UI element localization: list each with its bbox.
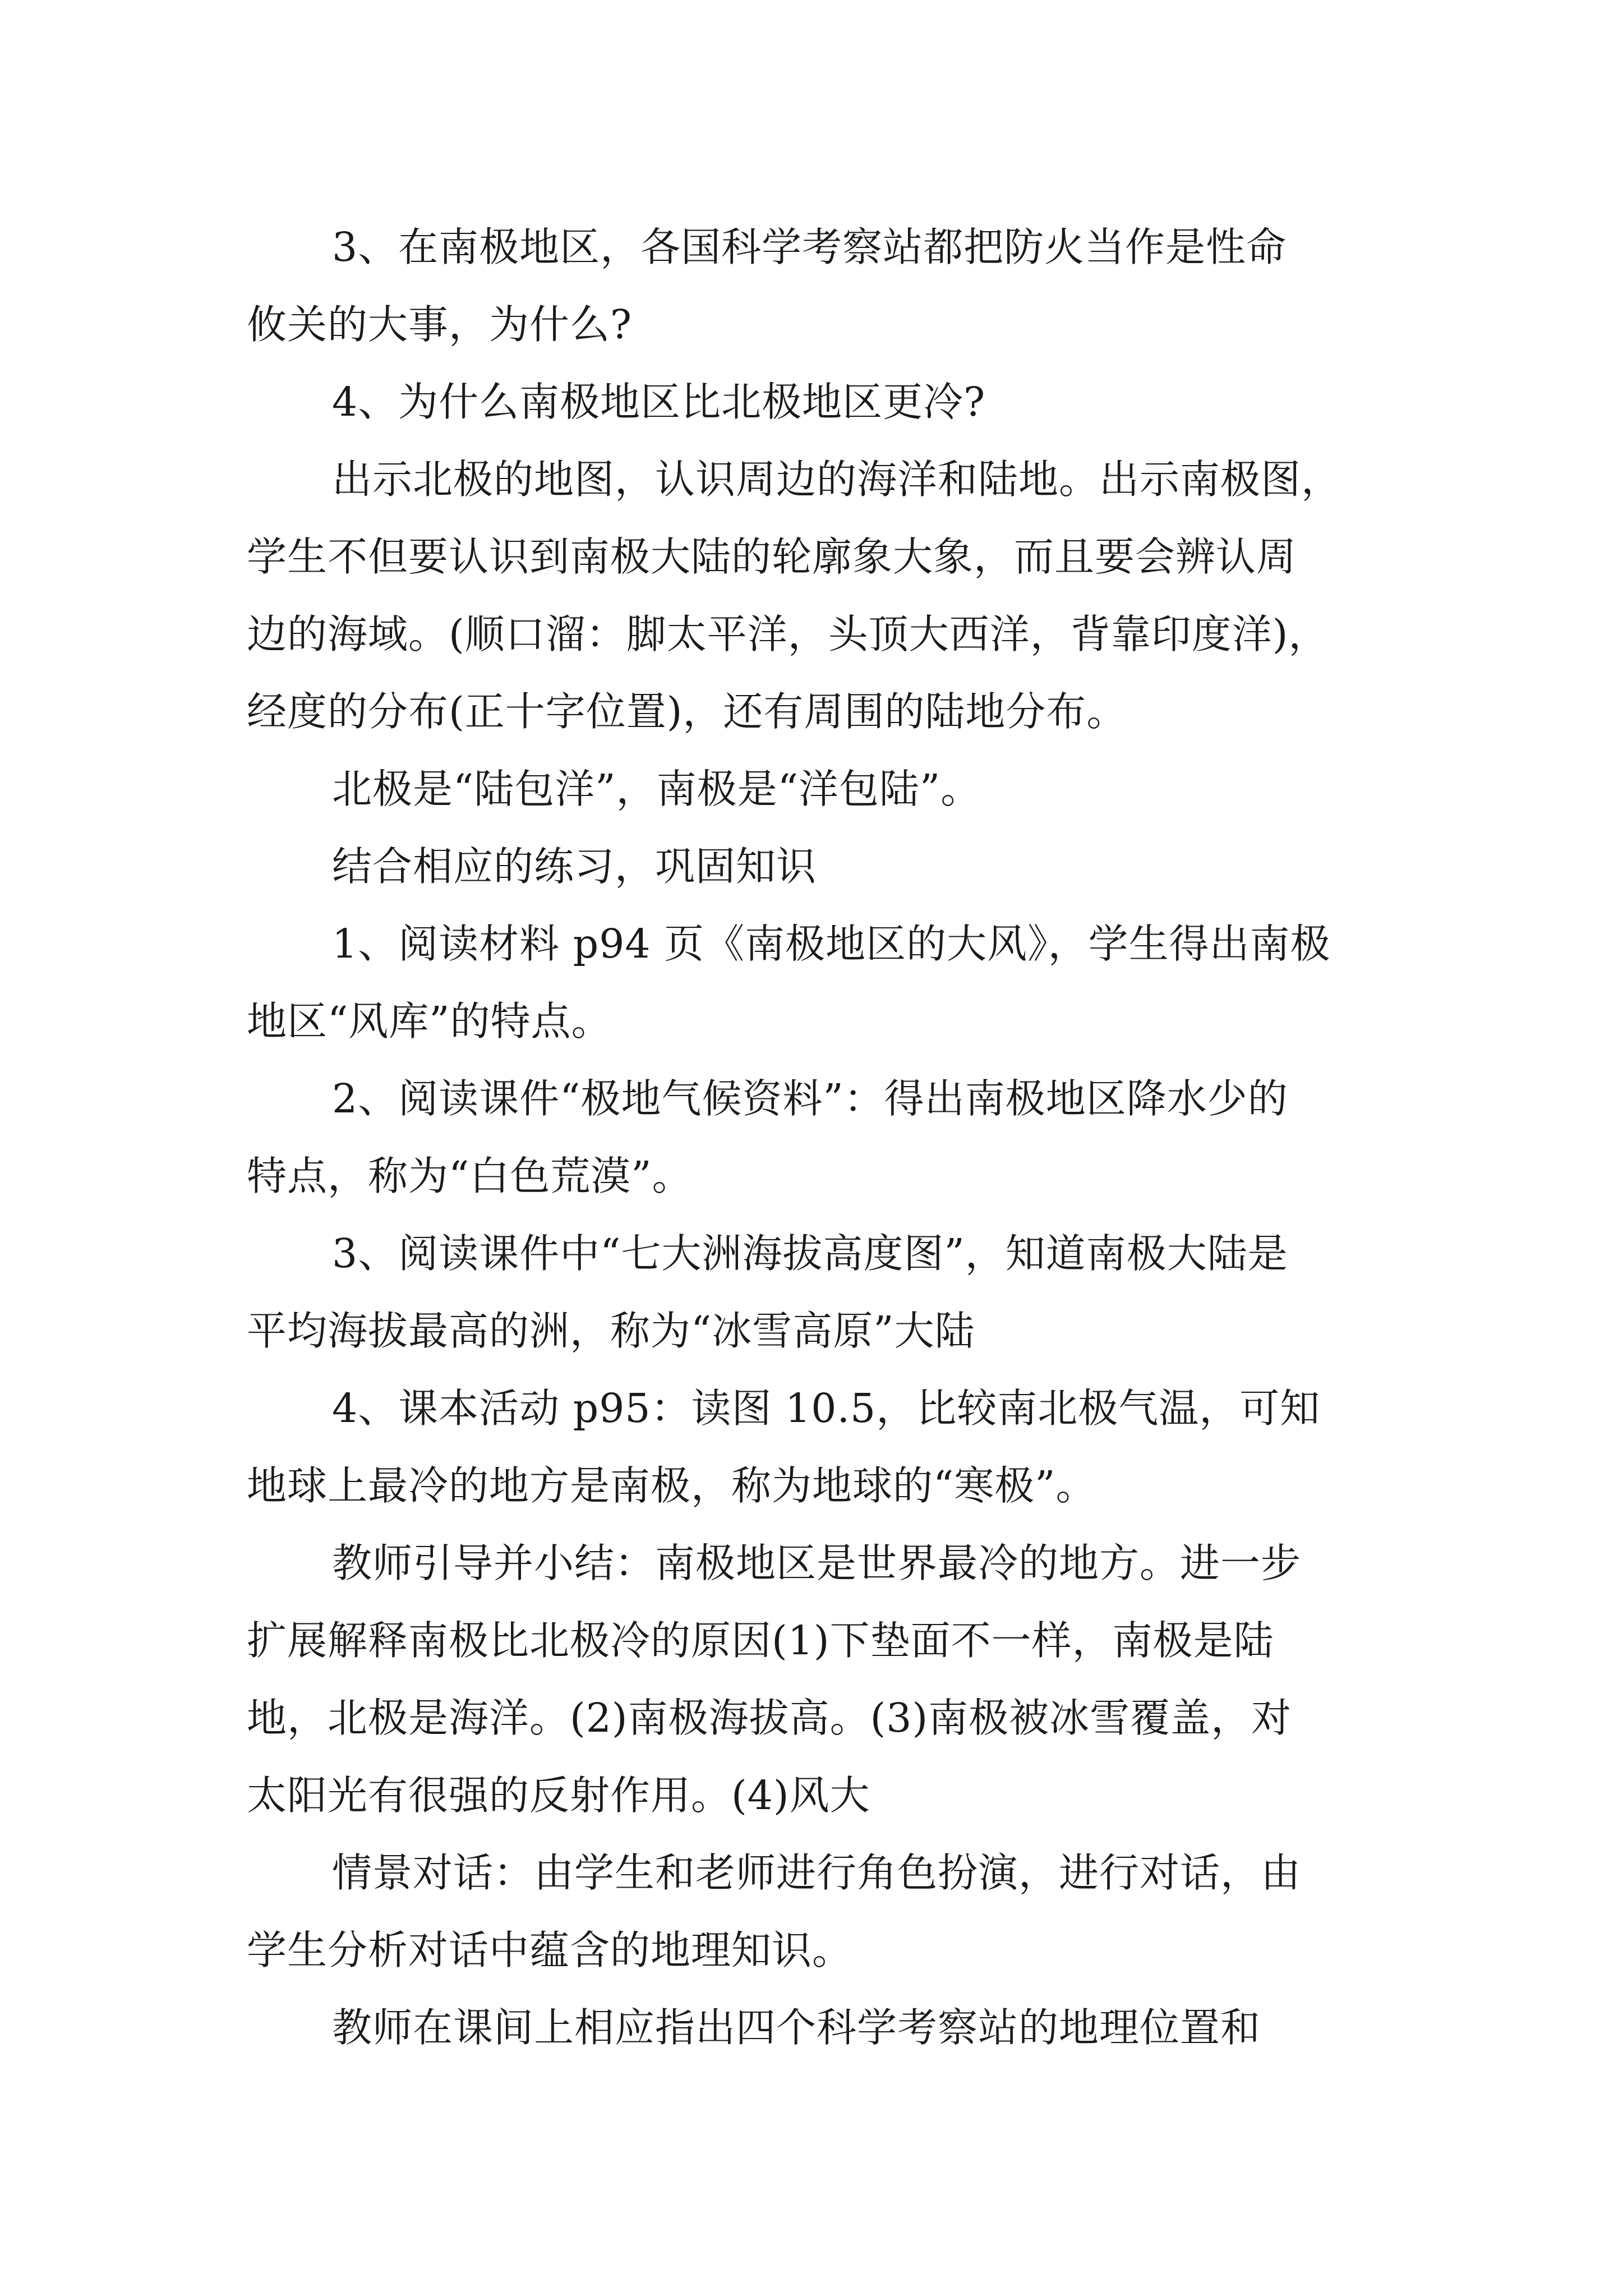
paragraph xyxy=(247,364,1424,441)
paragraph xyxy=(247,751,1424,828)
paragraph xyxy=(247,209,1424,364)
paragraph xyxy=(247,1834,1424,1989)
document-body xyxy=(247,209,1424,2067)
paragraph xyxy=(247,1215,1424,1370)
text-line: 太阳光有很强的反射作用。(4)风大 xyxy=(247,1772,870,1819)
text-line: 教师引导并小结：南极地区是世界最冷的地方。进一步 xyxy=(332,1540,1302,1586)
text-line: 教师在课间上相应指出四个科学考察站的地理位置和 xyxy=(332,2004,1261,2051)
text-line: 经度的分布(正十字位置)，还有周围的陆地分布。 xyxy=(247,688,1127,735)
text-line: 地球上最冷的地方是南极，称为地球的“寒极”。 xyxy=(247,1462,1096,1509)
paragraph xyxy=(247,1060,1424,1215)
text-line: 边的海域。(顺口溜：脚太平洋，头顶大西洋，背靠印度洋)， xyxy=(247,611,1329,657)
paragraph xyxy=(247,905,1424,1060)
paragraph xyxy=(247,1989,1424,2067)
text-line: 3、阅读课件中“七大洲海拔高度图”，知道南极大陆是 xyxy=(332,1230,1288,1277)
text-line: 1、阅读材料 p94 页《南极地区的大风》，学生得出南极 xyxy=(332,921,1331,967)
text-line: 学生不但要认识到南极大陆的轮廓象大象，而且要会辨认周 xyxy=(247,533,1297,580)
paragraph xyxy=(247,1525,1424,1834)
paragraph xyxy=(247,1370,1424,1525)
text-line: 特点，称为“白色荒漠”。 xyxy=(247,1153,693,1199)
text-line: 攸关的大事，为什么? xyxy=(247,301,633,348)
text-line: 结合相应的练习，巩固知识 xyxy=(332,843,817,890)
text-line: 北极是“陆包洋”，南极是“洋包陆”。 xyxy=(332,766,981,812)
text-line: 地，北极是海洋。(2)南极海拔高。(3)南极被冰雪覆盖，对 xyxy=(247,1695,1292,1741)
text-line: 地区“风库”的特点。 xyxy=(247,998,612,1045)
paragraph xyxy=(247,441,1424,751)
text-line: 平均海拔最高的洲，称为“冰雪高原”大陆 xyxy=(247,1308,975,1354)
text-line: 出示北极的地图，认识周边的海洋和陆地。出示南极图， xyxy=(332,456,1342,503)
text-line: 2、阅读课件“极地气候资料”：得出南极地区降水少的 xyxy=(332,1075,1288,1122)
text-line: 3、在南极地区，各国科学考察站都把防火当作是性命 xyxy=(332,224,1287,270)
text-line: 学生分析对话中蕴含的地理知识。 xyxy=(247,1927,853,1973)
paragraph xyxy=(247,828,1424,905)
text-line: 扩展解释南极比北极冷的原因(1)下垫面不一样，南极是陆 xyxy=(247,1617,1274,1664)
text-line: 情景对话：由学生和老师进行角色扮演，进行对话，由 xyxy=(332,1849,1302,1896)
text-line: 4、为什么南极地区比北极地区更冷? xyxy=(332,379,986,425)
text-line: 4、课本活动 p95：读图 10.5，比较南北极气温，可知 xyxy=(332,1385,1321,1432)
